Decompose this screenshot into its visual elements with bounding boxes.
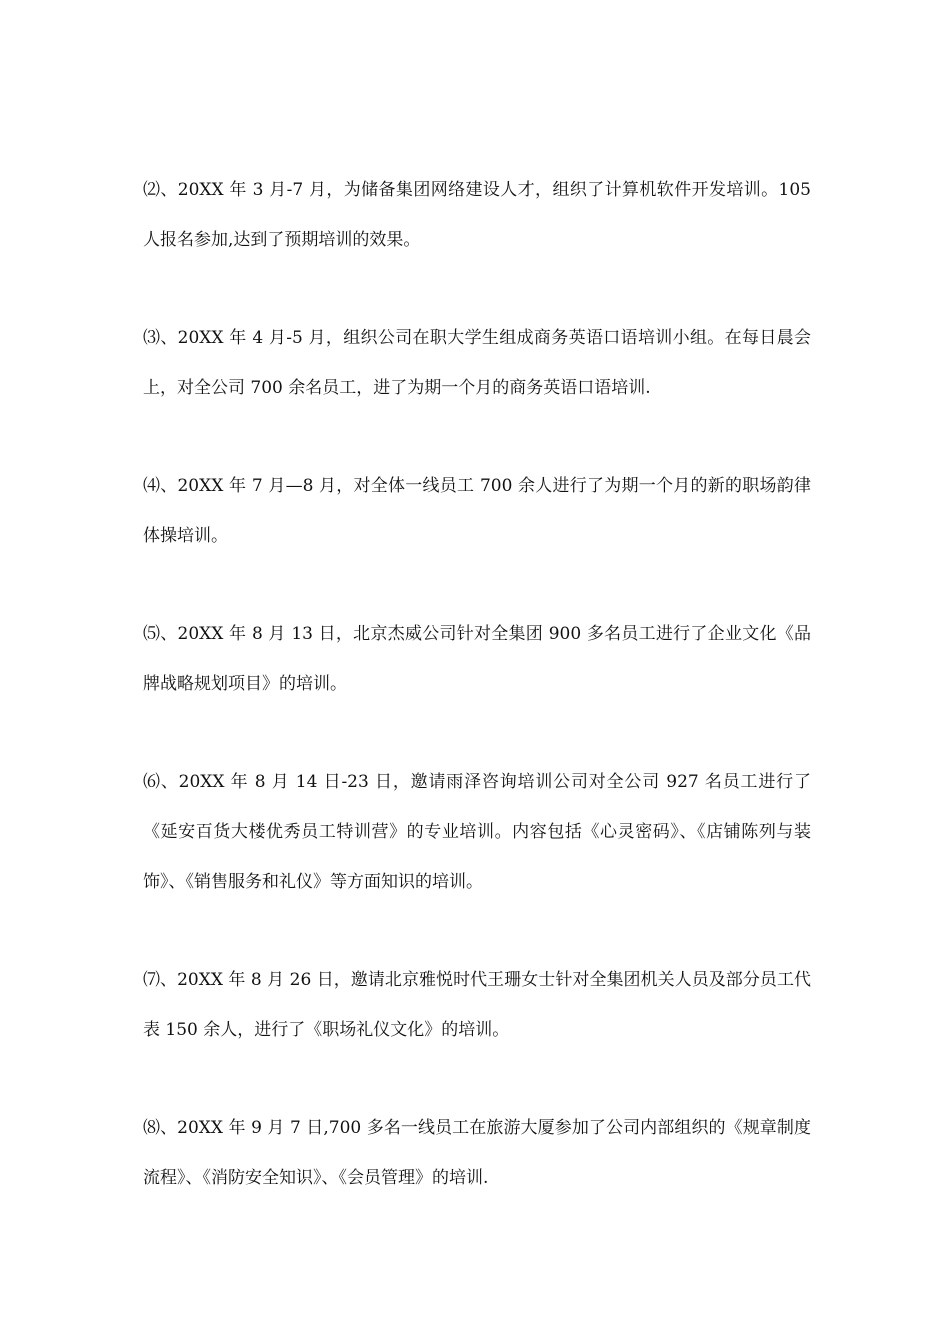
paragraph-item-8: ⑻、20XX 年 9 月 7 日,700 多名一线员工在旅游大厦参加了公司内部组织的《规章制度流程》、《消防安全知识》、《会员管理》的培训.: [143, 1118, 811, 1188]
paragraph-item-2: ⑵、20XX 年 3 月-7 月，为储备集团网络建设人才，组织了计算机软件开发培训。105 人报名参加,达到了预期培训的效果。: [143, 180, 811, 250]
paragraph-item-3: ⑶、20XX 年 4 月-5 月，组织公司在职大学生组成商务英语口语培训小组。在每日晨会上，对全公司 700 余名员工，进了为期一个月的商务英语口语培训.: [143, 328, 811, 398]
paragraph-item-6: ⑹、20XX 年 8 月 14 日-23 日，邀请雨泽咨询培训公司对全公司 927 名员工进行了《延安百货大楼优秀员工特训营》的专业培训。内容包括《心灵密码》、《店铺陈列与装饰》、《销售服务和礼仪》等方面知识的培训。: [143, 772, 811, 892]
paragraph-item-5: ⑸、20XX 年 8 月 13 日，北京杰威公司针对全集团 900 多名员工进行了企业文化《品牌战略规划项目》的培训。: [143, 624, 811, 694]
paragraph-item-7: ⑺、20XX 年 8 月 26 日，邀请北京雅悦时代王珊女士针对全集团机关人员及部分员工代表 150 余人，进行了《职场礼仪文化》的培训。: [143, 970, 811, 1040]
paragraph-item-4: ⑷、20XX 年 7 月—8 月，对全体一线员工 700 余人进行了为期一个月的新的职场韵律体操培训。: [143, 476, 811, 546]
document-body: [143, 165, 811, 1251]
